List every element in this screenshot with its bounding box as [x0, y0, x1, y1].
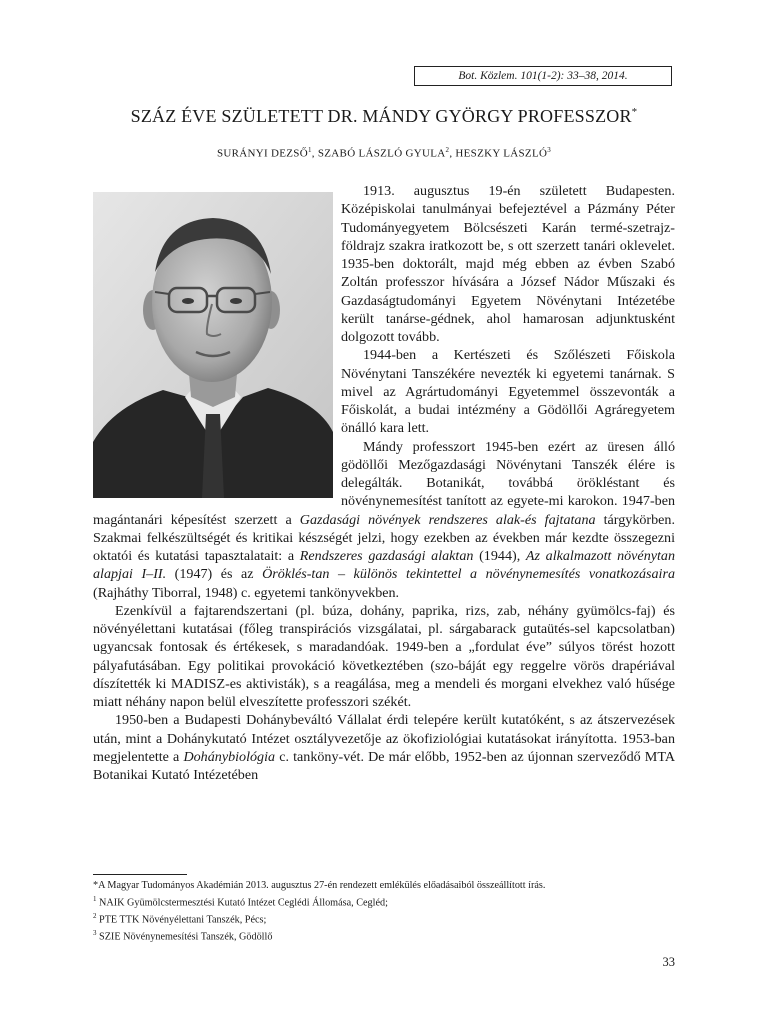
footnote [93, 893, 693, 910]
article-body [93, 182, 675, 784]
book-title-italic: Öröklés-tan – különös tekintettel a növénynemesítés vonatkozásaira [262, 566, 675, 583]
paragraph-research: Ezenkívül a fajtarendszertani (pl. búza, dohány, paprika, rizs, zab, néhány gyümölcs-faj) és növényélettani kutatásai (főleg transpirációs vizsgálatai, pl. sárgabarack gutaütés-sel kapcsolatban) ugyancsak fontosak és értékesek, s maradandóak. 1949-ben a „fordulat éve” súlyos törést hozott pályafutásában. Egy politikai provokáció következtében (szo-báját egy reggelre vörös drapériával díszítették ki MADISZ-es aktivisták), s a reagálása, meg a mendeli és morgani elvekhez való hűsége miatt néhány napon belül elveszítette professzori székét. [93, 602, 675, 710]
paragraph-text: (Rajháthy Tiborral, 1948) c. egyetemi tankönyvekben. [93, 584, 400, 601]
footnote-mark: 3 [93, 928, 97, 937]
journal-citation: Bot. Közlem. 101(1-2): 33–38, 2014. [458, 70, 628, 82]
paragraph-1944: 1944-ben a Kertészeti és Szőlészeti Főiskola Növénytani Tanszékére nevezték ki egyetemi tanárnak. S mivel az Agrártudományi Egyetemmel összevonták a Főiskolát, a budai intézmény a Gödöllői Agráregyetem önálló kara lett. [341, 347, 675, 437]
footnote-text: NAIK Gyümölcstermesztési Kutató Intézet Ceglédi Állomása, Cegléd; [99, 896, 388, 908]
footnote [93, 880, 693, 893]
title-footnote-mark: * [631, 106, 638, 118]
author-separator: , [449, 147, 456, 160]
footnote [93, 910, 693, 927]
book-title-italic: Az alkalmazott növénytan alapjai I–II. [93, 548, 676, 583]
author-affiliation-mark: 2 [445, 146, 450, 154]
page-number: 33 [662, 955, 675, 969]
author-list [0, 146, 768, 160]
photo-spacer [93, 182, 341, 498]
book-title-italic: Dohánybiológia [183, 748, 276, 765]
article-title [0, 106, 768, 127]
footnote-mark: * [93, 880, 99, 891]
paragraph-text: c. tanköny-vét. De már előbb, 1952-ben az újonnan szerveződő MTA Botanikai Kutató Intézetében [93, 748, 675, 783]
article-title-text: SZÁZ ÉVE SZÜLETETT DR. MÁNDY GYÖRGY PROFESSZOR [130, 106, 632, 126]
paragraph-1950 [93, 711, 675, 784]
footnotes [93, 880, 693, 944]
author-name: HESZKY LÁSZLÓ [455, 147, 548, 160]
author-separator: , [311, 147, 318, 160]
footnote [93, 927, 693, 944]
footnote-text: A Magyar Tudományos Akadémián 2013. augusztus 27-én rendezett emlékülés előadásaiból összeállított írás. [98, 880, 546, 891]
paragraph-text: (1944), [473, 548, 526, 564]
book-title-italic: Gazdasági növények rendszeres alak-és fajtatana [299, 511, 596, 528]
footnote-mark: 1 [93, 894, 97, 903]
paragraph-birth: 1913. augusztus 19-én született Budapesten. Középiskolai tanulmányai befejeztével a Pázmány Péter Tudományegyetem Bölcsészeti Karán termé-szetrajz-földrajz szakra iratkozott be, s ott szerzett tanári oklevelet. 1935-ben doktorált, majd még ebben az évben Szabó Zoltán professzor hívására a József Nádor Műszaki és Gazdaságtudományi Egyetem Növénytani Intézetébe került tanárse-gédnek, ahol hamarosan adjunktusként dolgozott tovább. [341, 183, 675, 345]
paragraph-text: Mándy professzort 1945-ben ezért az üresen álló gödöllői Mezőgazdasági Növénytani Tanszék élére is delegálták. Botanikát, továbbá örökléstant és növénynemesítést tanított az egyete-mi karokon. 1947-ben magántanári képesítést szerzett a [93, 438, 675, 528]
footnote-text: SZIE Növénynemesítési Tanszék, Gödöllő [99, 930, 273, 942]
footnote-divider [93, 874, 187, 875]
author-name: SZABÓ LÁSZLÓ GYULA [317, 147, 446, 160]
author-name: SURÁNYI DEZSŐ [216, 147, 308, 160]
author-affiliation-mark: 3 [547, 146, 552, 154]
book-title-italic: Rendszeres gazdasági alaktan [299, 548, 474, 564]
paragraph-text: 1950-ben a Budapesti Dohánybeváltó Vállalat érdi telepére került kutatóként, s az átszervezések után, mint a Dohánykutató Intézet osztályvezetője az ökofiziológiai kutatásokat irányította. 1953-ban megjelentette a [93, 712, 675, 765]
author-affiliation-mark: 1 [307, 146, 312, 154]
footnote-text: PTE TTK Növényélettani Tanszék, Pécs; [99, 913, 267, 925]
paragraph-text: (1947) és az [166, 566, 263, 583]
footnote-mark: 2 [93, 911, 97, 920]
paragraph-text: tárgykörben. Szakmai felkészültségét és kritikai készségét jelzi, hogy ezekben az években már kezdte összegezni oktatói és kutatási tapasztalatait: a [93, 511, 675, 564]
journal-citation-box [414, 66, 672, 86]
